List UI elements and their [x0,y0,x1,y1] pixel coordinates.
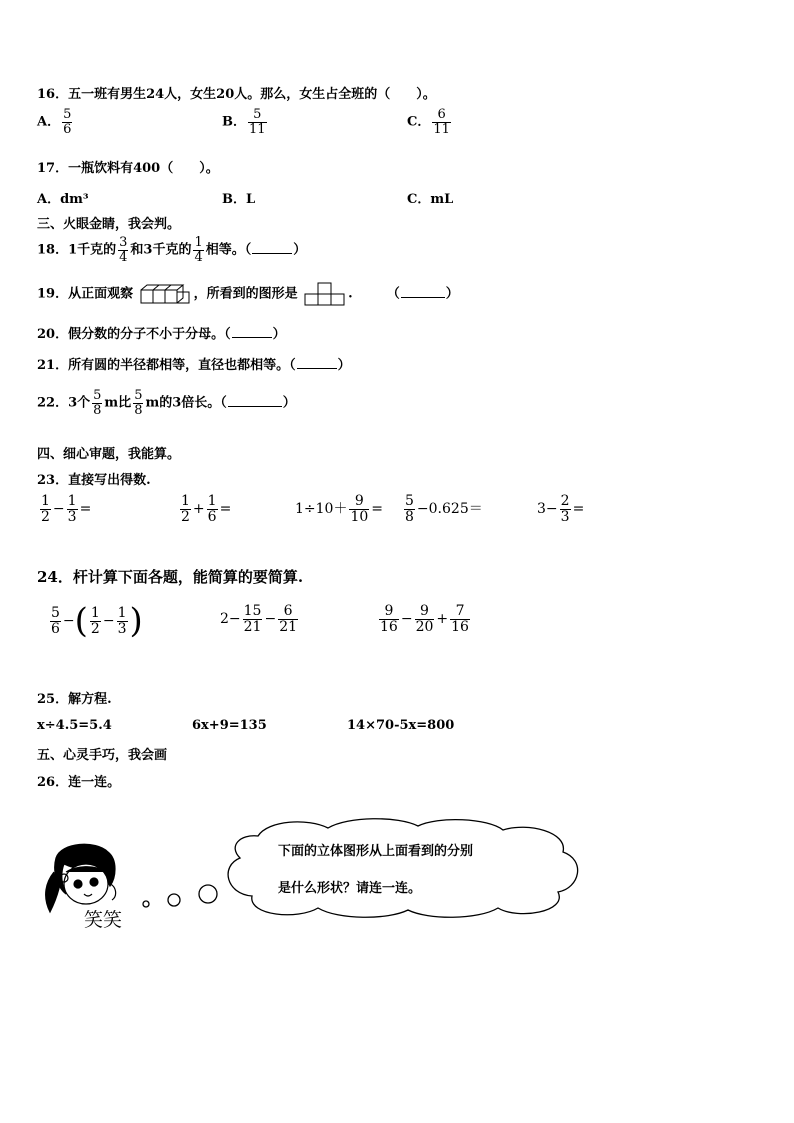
q23-expr-1: $\frac{1}{2}$ − $\frac{1}{3}$ = [41,493,92,525]
section-4-title: 四、细心审题，我能算。 [37,447,181,462]
q16-option-a: A． $\frac{5}{6}$ [37,107,72,137]
q23-expr-4: $\frac{5}{8}$ −0.625＝ [405,493,483,525]
front-view-figure [304,282,346,306]
q24-expr-3: $\frac{9}{16}$ − $\frac{9}{20}$ + $\frac{7}{16}$ [380,603,469,635]
q25-equation-3: 14×70-5x=800 [347,718,455,733]
q16-option-c: C． $\frac{6}{11}$ [407,107,450,137]
q23-stem: 23．直接写出得数. [37,473,151,488]
thought-cloud [218,816,590,922]
q23-expr-3: 1÷10＋ $\frac{9}{10}$ = [295,493,384,525]
q25-stem: 25．解方程. [37,692,112,707]
q23-expr-5: 3− $\frac{2}{3}$ = [537,493,585,525]
q18: 18．1千克的 $\frac{3}{4}$ 和3千克的 $\frac{1}{4}$ 相等。（ ） [37,235,307,265]
q25-equation-2: 6x+9=135 [192,718,267,733]
q26-stem: 26．连一连。 [37,775,121,790]
q17-option-a: A．dm³ [37,192,89,207]
q16-stem: 16．五一班有男生24人，女生20人。那么，女生占全班的（ ）。 [37,87,436,102]
thought-bubbles [140,884,220,910]
q16-option-b: B． $\frac{5}{11}$ [222,107,266,137]
q17-stem: 17．一瓶饮料有400（ ）。 [37,161,219,176]
q17-option-c: C．mL [407,192,454,207]
q22: 22．3个 $\frac{5}{8}$ m比 $\frac{5}{8}$ m的3倍长。（ ） [37,388,296,418]
section-5-title: 五、心灵手巧，我会画 [37,748,168,763]
cloud-text-line-2: 是什么形状？请连一连。 [278,881,422,896]
q20: 20．假分数的分子不小于分母。（ ） [37,327,286,342]
answer-blank[interactable] [228,405,282,407]
answer-blank[interactable] [232,336,272,338]
answer-blank[interactable] [252,252,292,254]
q24-expr-1: $\frac{5}{6}$ −( $\frac{1}{2}$ − $\frac{1}{3}$ ) [51,601,143,641]
cloud-text-line-1: 下面的立体图形从上面看到的分别 [278,844,474,859]
q24-stem: 24．杆计算下面各题，能简算的要简算. [37,568,304,586]
answer-blank[interactable] [401,296,445,298]
section-3-title: 三、火眼金睛，我会判。 [37,217,181,232]
q23-expr-2: $\frac{1}{2}$ + $\frac{1}{6}$ = [181,493,232,525]
girl-name-label: 笑笑 [84,909,123,931]
q21: 21．所有圆的半径都相等，直径也都相等。（ ） [37,358,351,373]
q19: 19．从正面观察 ，所看到的图形是 . （ ） [37,282,459,306]
cube-solid-figure [140,283,192,305]
q25-equation-1: x÷4.5=5.4 [37,718,112,733]
answer-blank[interactable] [297,367,337,369]
q17-option-b: B．L [222,192,256,207]
q24-expr-2: 2− $\frac{15}{21}$ − $\frac{6}{21}$ [220,603,298,635]
